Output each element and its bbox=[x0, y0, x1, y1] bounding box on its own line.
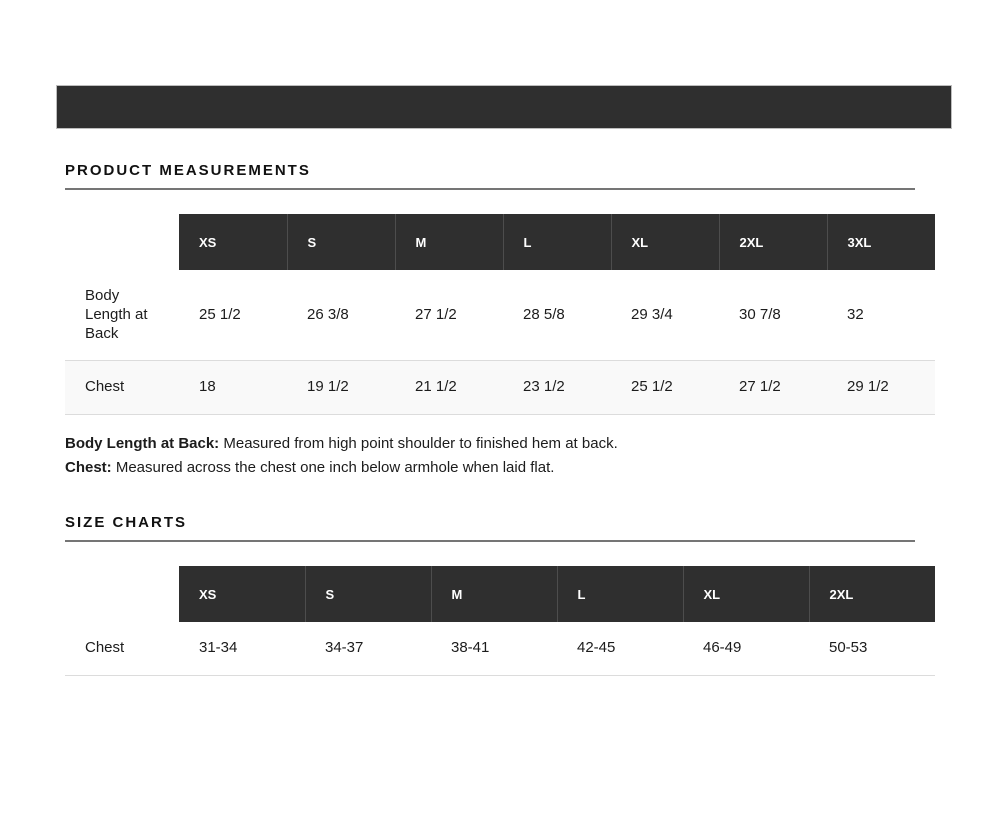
row-label: Chest bbox=[65, 622, 179, 675]
size-charts-heading: SIZE CHARTS bbox=[65, 514, 915, 542]
empty-corner-cell bbox=[65, 566, 179, 622]
measurement-cell: 25 1/2 bbox=[179, 270, 287, 361]
column-header-l: L bbox=[557, 566, 683, 622]
column-header-m: M bbox=[431, 566, 557, 622]
measurement-cell: 21 1/2 bbox=[395, 361, 503, 415]
product-measurements-heading: PRODUCT MEASUREMENTS bbox=[65, 162, 915, 190]
section-header-bar bbox=[56, 85, 952, 129]
footnote-definition: Measured across the chest one inch below armhole when laid flat. bbox=[115, 459, 555, 476]
column-header-2xl: 2XL bbox=[809, 566, 935, 622]
size-guide-content bbox=[65, 162, 935, 676]
table-header-row bbox=[65, 214, 935, 270]
size-charts-section bbox=[65, 514, 935, 676]
column-header-l: L bbox=[503, 214, 611, 270]
measurement-cell: 28 5/8 bbox=[503, 270, 611, 361]
table-row-body-length bbox=[65, 270, 935, 361]
row-label: Body Length at Back bbox=[65, 270, 179, 361]
column-header-xs: XS bbox=[179, 566, 305, 622]
measurement-cell: 29 3/4 bbox=[611, 270, 719, 361]
measurement-cell: 46-49 bbox=[683, 622, 809, 675]
measurement-cell: 31-34 bbox=[179, 622, 305, 675]
column-header-2xl: 2XL bbox=[719, 214, 827, 270]
measurement-cell: 29 1/2 bbox=[827, 361, 935, 415]
measurement-cell: 42-45 bbox=[557, 622, 683, 675]
table-row-chest bbox=[65, 361, 935, 415]
column-header-s: S bbox=[305, 566, 431, 622]
measurement-cell: 38-41 bbox=[431, 622, 557, 675]
footnote-chest bbox=[65, 456, 935, 480]
measurement-cell: 34-37 bbox=[305, 622, 431, 675]
measurement-cell: 19 1/2 bbox=[287, 361, 395, 415]
row-label: Chest bbox=[65, 361, 179, 415]
table-row-chest bbox=[65, 622, 935, 675]
table-header-row bbox=[65, 566, 935, 622]
measurement-cell: 26 3/8 bbox=[287, 270, 395, 361]
column-header-s: S bbox=[287, 214, 395, 270]
empty-corner-cell bbox=[65, 214, 179, 270]
measurement-cell: 23 1/2 bbox=[503, 361, 611, 415]
measurement-cell: 27 1/2 bbox=[719, 361, 827, 415]
column-header-xs: XS bbox=[179, 214, 287, 270]
footnote-definition: Measured from high point shoulder to finished hem at back. bbox=[223, 435, 618, 452]
column-header-xl: XL bbox=[611, 214, 719, 270]
column-header-xl: XL bbox=[683, 566, 809, 622]
size-charts-table bbox=[65, 566, 935, 676]
measurement-cell: 25 1/2 bbox=[611, 361, 719, 415]
footnote-term: Chest: bbox=[65, 459, 112, 476]
measurement-cell: 30 7/8 bbox=[719, 270, 827, 361]
column-header-m: M bbox=[395, 214, 503, 270]
measurement-cell: 32 bbox=[827, 270, 935, 361]
measurement-cell: 50-53 bbox=[809, 622, 935, 675]
footnote-body-length bbox=[65, 432, 935, 456]
measurement-cell: 18 bbox=[179, 361, 287, 415]
column-header-3xl: 3XL bbox=[827, 214, 935, 270]
footnote-term: Body Length at Back: bbox=[65, 435, 220, 452]
product-measurements-section bbox=[65, 162, 935, 480]
measurement-notes bbox=[65, 432, 935, 480]
measurement-cell: 27 1/2 bbox=[395, 270, 503, 361]
product-measurements-table bbox=[65, 214, 935, 415]
